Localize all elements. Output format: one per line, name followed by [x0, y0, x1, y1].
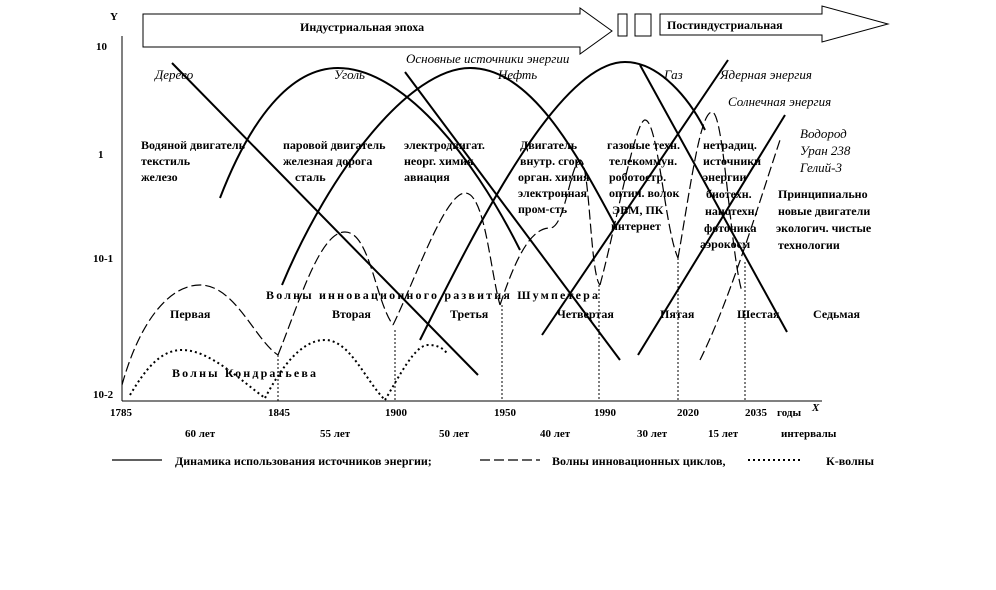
legend-k-waves-label: К-волны	[826, 454, 874, 468]
svg-text:внутр. сгор.: внутр. сгор.	[520, 154, 585, 168]
chart-title: Основные источники энергии	[406, 51, 570, 66]
era-gap-box-1	[618, 14, 627, 36]
svg-text:ЭВМ, ПК: ЭВМ, ПК	[612, 203, 664, 217]
interval-30: 30 лет	[637, 428, 668, 440]
year-1950: 1950	[494, 407, 516, 419]
svg-text:Водяной двигатель: Водяной двигатель	[141, 138, 245, 152]
svg-text:телекоммун.: телекоммун.	[609, 154, 678, 168]
wave-name-1: Первая	[170, 307, 211, 321]
innovation-block-3	[404, 138, 485, 184]
energy-label-gas: Газ	[664, 67, 683, 82]
svg-text:Принципиально: Принципиально	[778, 187, 868, 201]
svg-text:железо: железо	[141, 170, 178, 184]
interval-15: 15 лет	[708, 428, 739, 440]
svg-text:оптич. волок: оптич. волок	[609, 186, 680, 200]
schumpeter-waves-title: Волны инновационного развития Шумпетера	[266, 288, 598, 302]
innovation-block-6	[700, 138, 761, 251]
wave-name-6: Шестая	[737, 307, 780, 321]
y-tick-1: 1	[98, 149, 104, 161]
wave-name-2: Вторая	[332, 307, 371, 321]
y-tick-0-01: 10-2	[93, 389, 114, 401]
svg-text:новые двигатели: новые двигатели	[778, 204, 871, 218]
svg-text:газовые техн.: газовые техн.	[607, 138, 680, 152]
svg-text:орган. химия: орган. химия	[518, 170, 590, 184]
innovation-block-1	[141, 138, 246, 184]
legend-innovation-label: Волны инновационных циклов,	[552, 454, 726, 468]
industrial-era-arrow	[143, 8, 612, 54]
future-source-hydrogen: Водород	[800, 126, 847, 141]
svg-text:нанотехн.: нанотехн.	[705, 204, 758, 218]
interval-55: 55 лет	[320, 428, 351, 440]
axes	[122, 36, 822, 401]
svg-text:электродвигат.: электродвигат.	[404, 138, 485, 152]
innovation-block-4	[518, 138, 590, 216]
innovation-block-2	[283, 138, 386, 184]
legend	[112, 454, 875, 468]
svg-text:технологии: технологии	[778, 238, 840, 252]
energy-label-nuclear: Ядерная энергия	[720, 67, 812, 82]
y-tick-0-1: 10-1	[93, 253, 114, 265]
svg-text:железная дорога: железная дорога	[283, 154, 373, 168]
wave-name-4: Четвертая	[557, 307, 614, 321]
legend-energy-label: Динамика использования источников энергии;	[175, 454, 432, 468]
future-source-helium: Гелий-3	[800, 160, 842, 175]
y-axis-label: Y	[110, 11, 118, 23]
energy-label-coal: Уголь	[334, 67, 365, 82]
year-2035: 2035	[745, 407, 767, 419]
svg-text:текстиль: текстиль	[141, 154, 191, 168]
industrial-era-label: Индустриальная эпоха	[300, 20, 425, 34]
svg-text:неорг. химия: неорг. химия	[404, 154, 474, 168]
svg-text:аэрокосм: аэрокосм	[700, 237, 751, 251]
kondratiev-label: Волны Кондратьева	[172, 366, 316, 380]
interval-50: 50 лет	[439, 428, 470, 440]
svg-text:электронная: электронная	[518, 186, 587, 200]
intervals-label: интервалы	[781, 428, 837, 440]
future-source-uranium: Уран 238	[800, 143, 851, 158]
energy-curves	[172, 60, 787, 375]
wave-name-7: Седьмая	[813, 307, 860, 321]
svg-text:экологич. чистые: экологич. чистые	[776, 221, 872, 235]
svg-text:сталь: сталь	[295, 170, 326, 184]
svg-text:фотоника: фотоника	[704, 221, 757, 235]
interval-60: 60 лет	[185, 428, 216, 440]
era-gap-box-2	[635, 14, 651, 36]
innovation-block-5	[607, 138, 680, 233]
postindustrial-era-arrow	[660, 6, 888, 42]
year-1785: 1785	[110, 407, 132, 419]
svg-text:Двигатель: Двигатель	[520, 138, 578, 152]
wave-name-5: Пятая	[660, 307, 695, 321]
x-axis-label: X	[812, 402, 820, 414]
svg-text:интернет: интернет	[611, 219, 661, 233]
y-tick-10: 10	[96, 41, 107, 53]
period-markers	[278, 258, 745, 401]
wave-name-3: Третья	[450, 307, 489, 321]
svg-text:нетрадиц.: нетрадиц.	[703, 138, 757, 152]
svg-text:пром-сть: пром-сть	[518, 202, 568, 216]
years-suffix: годы	[777, 407, 802, 419]
energy-label-oil: Нефть	[498, 67, 538, 82]
innovation-waves	[122, 112, 780, 385]
k-wave-3	[385, 345, 448, 400]
svg-text:биотехн.: биотехн.	[706, 187, 752, 201]
year-1990: 1990	[594, 407, 616, 419]
svg-text:роботостр.: роботостр.	[609, 170, 667, 184]
svg-text:источники: источники	[703, 154, 762, 168]
postindustrial-era-label: Постиндустриальная	[667, 18, 783, 32]
energy-label-wood: Дерево	[155, 67, 194, 82]
interval-40: 40 лет	[540, 428, 571, 440]
year-1845: 1845	[268, 407, 290, 419]
svg-text:паровой двигатель: паровой двигатель	[283, 138, 386, 152]
svg-text:авиация: авиация	[404, 170, 450, 184]
svg-text:энергии: энергии	[703, 170, 747, 184]
year-1900: 1900	[385, 407, 407, 419]
innovation-block-7	[776, 187, 872, 252]
year-2020: 2020	[677, 407, 699, 419]
energy-label-solar: Солнечная энергия	[728, 94, 832, 109]
